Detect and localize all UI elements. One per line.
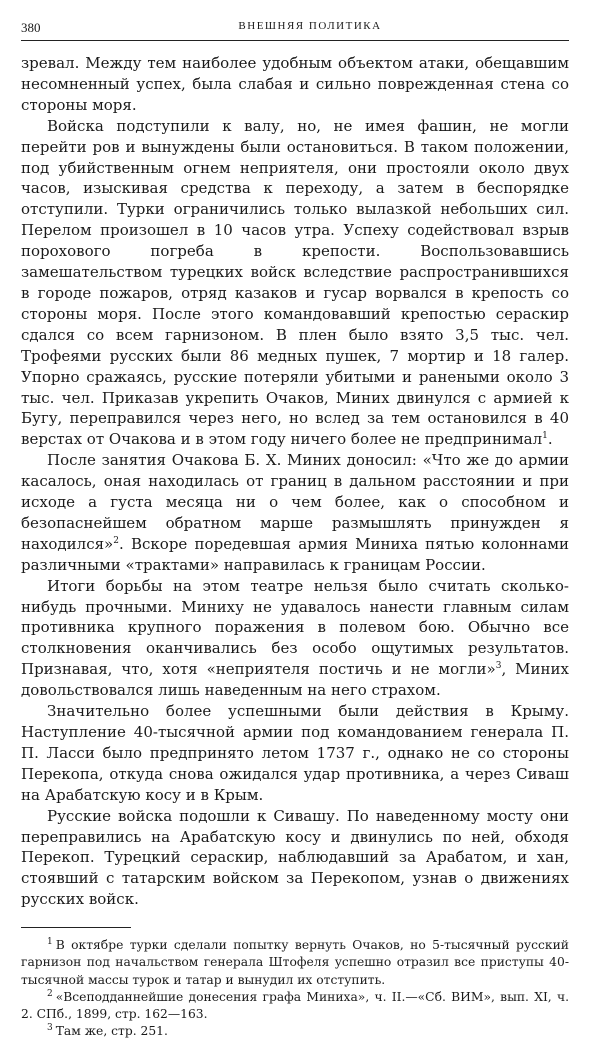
- footnote-mark: 3: [47, 1023, 53, 1034]
- footnote-text: В октябре турки сделали попытку вернуть Очаков, но 5-тысячный русский гарнизон под начальством генерала Штофеля успешно отразил все приступы 40-тысячной массы турок и татар и вынудил их отступить.: [21, 938, 569, 987]
- footnote-mark: 1: [47, 937, 53, 948]
- running-title: ВНЕШНЯЯ ПОЛИТИКА: [238, 20, 382, 32]
- paragraph: Русские войска подошли к Сивашу. По наведенному мосту они переправились на Арабатскую косу и двинулись по ней, обходя Перекоп. Турецкий сераскир, наблюдавший за Арабатом, и хан, стоявший с татарским войском за Перекопом, узнав о движениях русских войск.: [21, 806, 569, 909]
- footnote-ref: 3: [495, 661, 502, 672]
- footnotes: [21, 937, 569, 1040]
- main-text: [21, 53, 569, 910]
- footnote-divider: [21, 927, 131, 928]
- paragraph: зревал. Между тем наиболее удобным объектом атаки, обещавшим несомненный успех, была слабая и сильно поврежденная стена со стороны моря.: [21, 54, 569, 114]
- footnote: [21, 989, 569, 1023]
- footnote-text: Там же, стр. 251.: [55, 1024, 168, 1039]
- paragraph: После занятия Очакова Б. Х. Миних доносил: «Что же до армии касалось, оная находилась от границ в дальном расстоянии и при исходе а густа месяца ни о чем более, как о способном и безопаснейшем обратном марше размышлять принужден я находился»$^2$. Вскоре поредевшая армия Миниха пятью колоннами различными «трактами» направилась к границам России.: [21, 451, 569, 574]
- paragraph: Значительно более успешными были действия в Крыму. Наступление 40-тысячной армии под командованием генерала П. П. Ласси было предпринято летом 1737 г., однако не со стороны Перекопа, откуда снова ожидался удар противника, а через Сиваш на Арабатскую косу и в Крым.: [21, 702, 569, 804]
- page-number: 380: [21, 20, 41, 35]
- paragraph: Итоги борьбы на этом театре нельзя было считать сколько-нибудь прочными. Миниху не удавалось нанести главным силам противника крупного поражения в полевом бою. Обычно все столкновения оканчивались без особо ощутимых результатов. Признавая, что, хотя «неприятеля постичь и не могли»$^3$, Миних довольствовался лишь наведенным на него страхом.: [21, 576, 569, 700]
- footnote: [21, 1023, 569, 1040]
- footnote: [21, 937, 569, 989]
- footnote-mark: 2: [47, 988, 53, 999]
- paragraph: Войска подступили к валу, но, не имея фашин, не могли перейти ров и вынуждены были остановиться. В таком положении, под убийственным огнем неприятеля, они простояли около двух часов, изыскивая средства к переходу, а затем в беспорядке отступили. Турки ограничились только вылазкой небольших сил. Перелом произошел в 10 часов утра. Успеху содействовал взрыв порохового погреба в крепости. Воспользовавшись замешательством турецких войск вследствие распространившихся в городе пожаров, отряд казаков и гусар ворвался в крепость со стороны моря. После этого командовавший крепостью сераскир сдался со всем гарнизоном. В плен было взято 3,5 тыс. чел. Трофеями русских были 86 медных пушек, 7 мортир и 18 галер. Упорно сражаясь, русские потеряли убитыми и ранеными около 3 тыс. чел. Приказав укрепить Очаков, Миних двинулся с армией к Бугу, переправился через него, но вслед за тем остановился в 40 верстах от Очакова и в этом году ничего более не предпринимал$^1$.: [21, 116, 569, 449]
- footnote-ref: 2: [113, 535, 119, 546]
- page-header: [21, 0, 569, 41]
- footnote-text: «Всеподданнейшие донесения графа Миниха», ч. II.—«Сб. ВИМ», вып. XI, ч. 2. СПб., 1899, стр. 162—163.: [21, 989, 569, 1021]
- footnote-ref: 1: [542, 431, 548, 442]
